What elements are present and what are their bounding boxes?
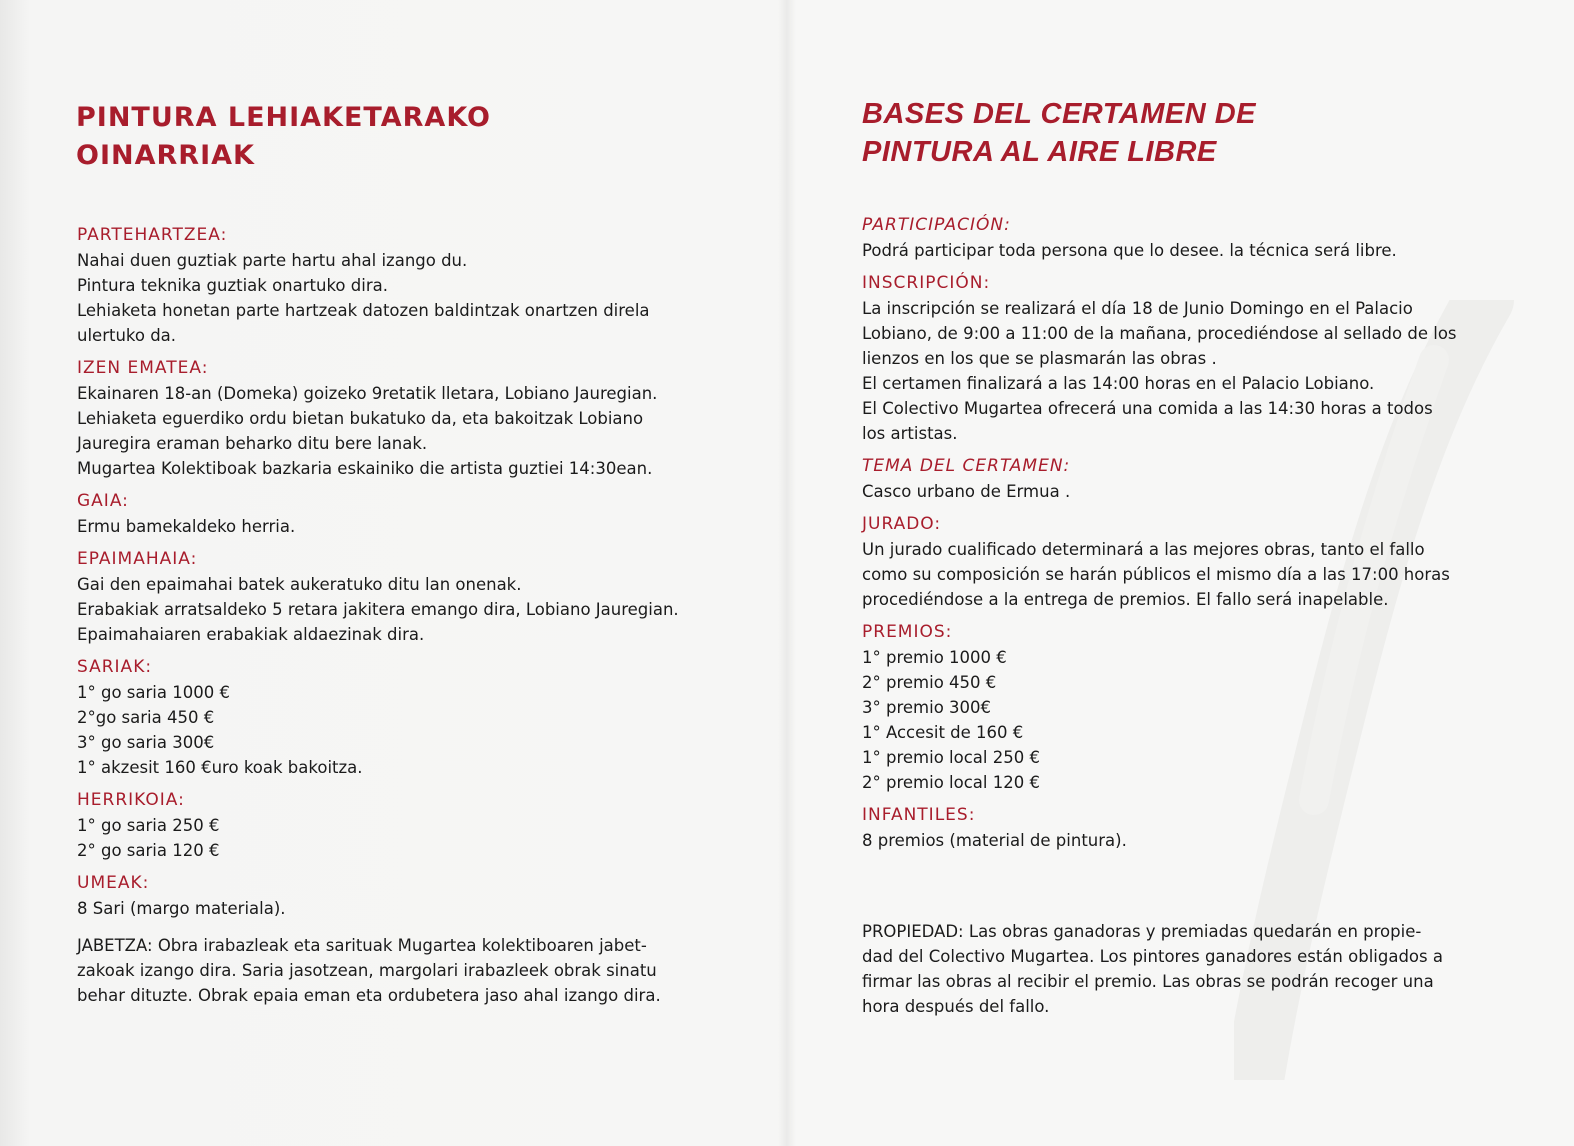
section-infantiles [862, 802, 1512, 853]
section-heading: INSCRIPCIÓN: [862, 273, 991, 293]
text-line: como su composición se harán públicos el mismo día a las 17:00 horas [862, 565, 1450, 584]
text-line: hora después del fallo. [862, 997, 1050, 1016]
section-heading: IZEN EMATEA: [77, 358, 209, 378]
prize-line: 1° go saria 1000 € [77, 683, 230, 702]
section-umeak [77, 870, 737, 921]
text-line: procediéndose a la entrega de premios. El fallo será inapelable. [862, 590, 1389, 609]
propiedad-text: Las obras ganadoras y premiadas quedarán en propie- [968, 922, 1422, 941]
section-heading: INFANTILES: [862, 805, 976, 825]
jabetza-label: JABETZA: [77, 936, 153, 955]
text-line: La inscripción se realizará el día 18 de Junio Domingo en el Palacio [862, 299, 1413, 318]
jabetza-line-1 [77, 933, 737, 958]
right-column [862, 212, 1512, 1026]
section-heading: PARTICIPACIÓN: [862, 215, 1011, 235]
text-line: zakoak izango dira. Saria jasotzean, margolari irabazleek obrak sinatu [77, 961, 657, 980]
text-line: firmar las obras al recibir el premio. Las obras se podrán recoger una [862, 972, 1434, 991]
text-line: Lehiaketa eguerdiko ordu bietan bukatuko da, eta bakoitzak Lobiano [77, 409, 644, 428]
text-line: behar dituzte. Obrak epaia eman eta ordubetera jaso ahal izango dira. [77, 986, 661, 1005]
section-partehartzea [77, 222, 737, 348]
right-title-line-1: BASES DEL CERTAMEN DE [862, 98, 1256, 130]
prize-line: 2° premio 450 € [862, 673, 997, 692]
section-heading: PARTEHARTZEA: [77, 225, 228, 245]
section-propiedad [862, 919, 1512, 1019]
section-heading: TEMA DEL CERTAMEN: [862, 456, 1071, 476]
right-title-line-2: PINTURA AL AIRE LIBRE [862, 136, 1217, 168]
section-participacion [862, 212, 1512, 263]
text-line: Nahai duen guztiak parte hartu ahal izango du. [77, 251, 468, 270]
prize-line: 2°go saria 450 € [77, 708, 215, 727]
center-fold [778, 0, 796, 1146]
left-title-line-2: OINARRIAK [76, 140, 255, 171]
section-heading: GAIA: [77, 491, 129, 511]
section-izen-ematea [77, 355, 737, 481]
section-epaimahaia [77, 546, 737, 647]
text-line: Pintura teknika guztiak onartuko dira. [77, 276, 388, 295]
section-herrikoia [77, 787, 737, 863]
text-line: Un jurado cualificado determinará a las mejores obras, tanto el fallo [862, 540, 1425, 559]
prize-line: 1° premio local 250 € [862, 748, 1040, 767]
section-heading: SARIAK: [77, 657, 153, 677]
prize-line: 3° go saria 300€ [77, 733, 215, 752]
prize-line: 1° akzesit 160 €uro koak bakoitza. [77, 758, 363, 777]
left-title-line-1: PINTURA LEHIAKETARAKO [76, 102, 491, 133]
text-line: Gai den epaimahai batek aukeratuko ditu lan onenak. [77, 575, 522, 594]
text-line: 8 premios (material de pintura). [862, 831, 1127, 850]
jabetza-text: Obra irabazleak eta sarituak Mugartea kolektiboaren jabet- [157, 936, 647, 955]
propiedad-line-1 [862, 919, 1512, 944]
text-line: El certamen finalizará a las 14:00 horas en el Palacio Lobiano. [862, 374, 1375, 393]
section-jabetza [77, 933, 737, 1008]
text-line: 8 Sari (margo materiala). [77, 899, 286, 918]
right-title [862, 95, 1256, 171]
text-line: Podrá participar toda persona que lo desee. la técnica será libre. [862, 241, 1397, 260]
prize-line: 2° go saria 120 € [77, 841, 220, 860]
prize-line: 1° go saria 250 € [77, 816, 220, 835]
text-line: Lobiano, de 9:00 a 11:00 de la mañana, procediéndose al sellado de los [862, 324, 1457, 343]
section-heading: JURADO: [862, 514, 942, 534]
section-heading: EPAIMAHAIA: [77, 549, 198, 569]
text-line: Casco urbano de Ermua . [862, 482, 1071, 501]
text-line: ulertuko da. [77, 326, 177, 345]
section-heading: HERRIKOIA: [77, 790, 185, 810]
text-line: dad del Colectivo Mugartea. Los pintores ganadores están obligados a [862, 947, 1443, 966]
prize-line: 2° premio local 120 € [862, 773, 1040, 792]
text-line: El Colectivo Mugartea ofrecerá una comida a las 14:30 horas a todos [862, 399, 1433, 418]
section-jurado [862, 511, 1512, 612]
prize-line: 1° Accesit de 160 € [862, 723, 1024, 742]
text-line: Ermu bamekaldeko herria. [77, 517, 296, 536]
section-premios [862, 619, 1512, 795]
propiedad-label: PROPIEDAD: [862, 922, 964, 941]
section-tema [862, 453, 1512, 504]
left-column [77, 222, 737, 1015]
text-line: Mugartea Kolektiboak bazkaria eskainiko die artista guztiei 14:30ean. [77, 459, 653, 478]
section-sariak [77, 654, 737, 780]
left-title [76, 99, 491, 175]
text-line: lienzos en los que se plasmarán las obras . [862, 349, 1217, 368]
prize-line: 3° premio 300€ [862, 698, 992, 717]
text-line: Ekainaren 18-an (Domeka) goizeko 9retatik lletara, Lobiano Jauregian. [77, 384, 658, 403]
text-line: Lehiaketa honetan parte hartzeak datozen baldintzak onartzen direla [77, 301, 650, 320]
text-line: Erabakiak arratsaldeko 5 retara jakitera emango dira, Lobiano Jauregian. [77, 600, 679, 619]
section-heading: UMEAK: [77, 873, 150, 893]
section-inscripcion [862, 270, 1512, 446]
section-heading: PREMIOS: [862, 622, 953, 642]
text-line: los artistas. [862, 424, 958, 443]
prize-line: 1° premio 1000 € [862, 648, 1007, 667]
text-line: Epaimahaiaren erabakiak aldaezinak dira. [77, 625, 425, 644]
section-gaia [77, 488, 737, 539]
text-line: Jauregira eraman beharko ditu bere lanak. [77, 434, 428, 453]
